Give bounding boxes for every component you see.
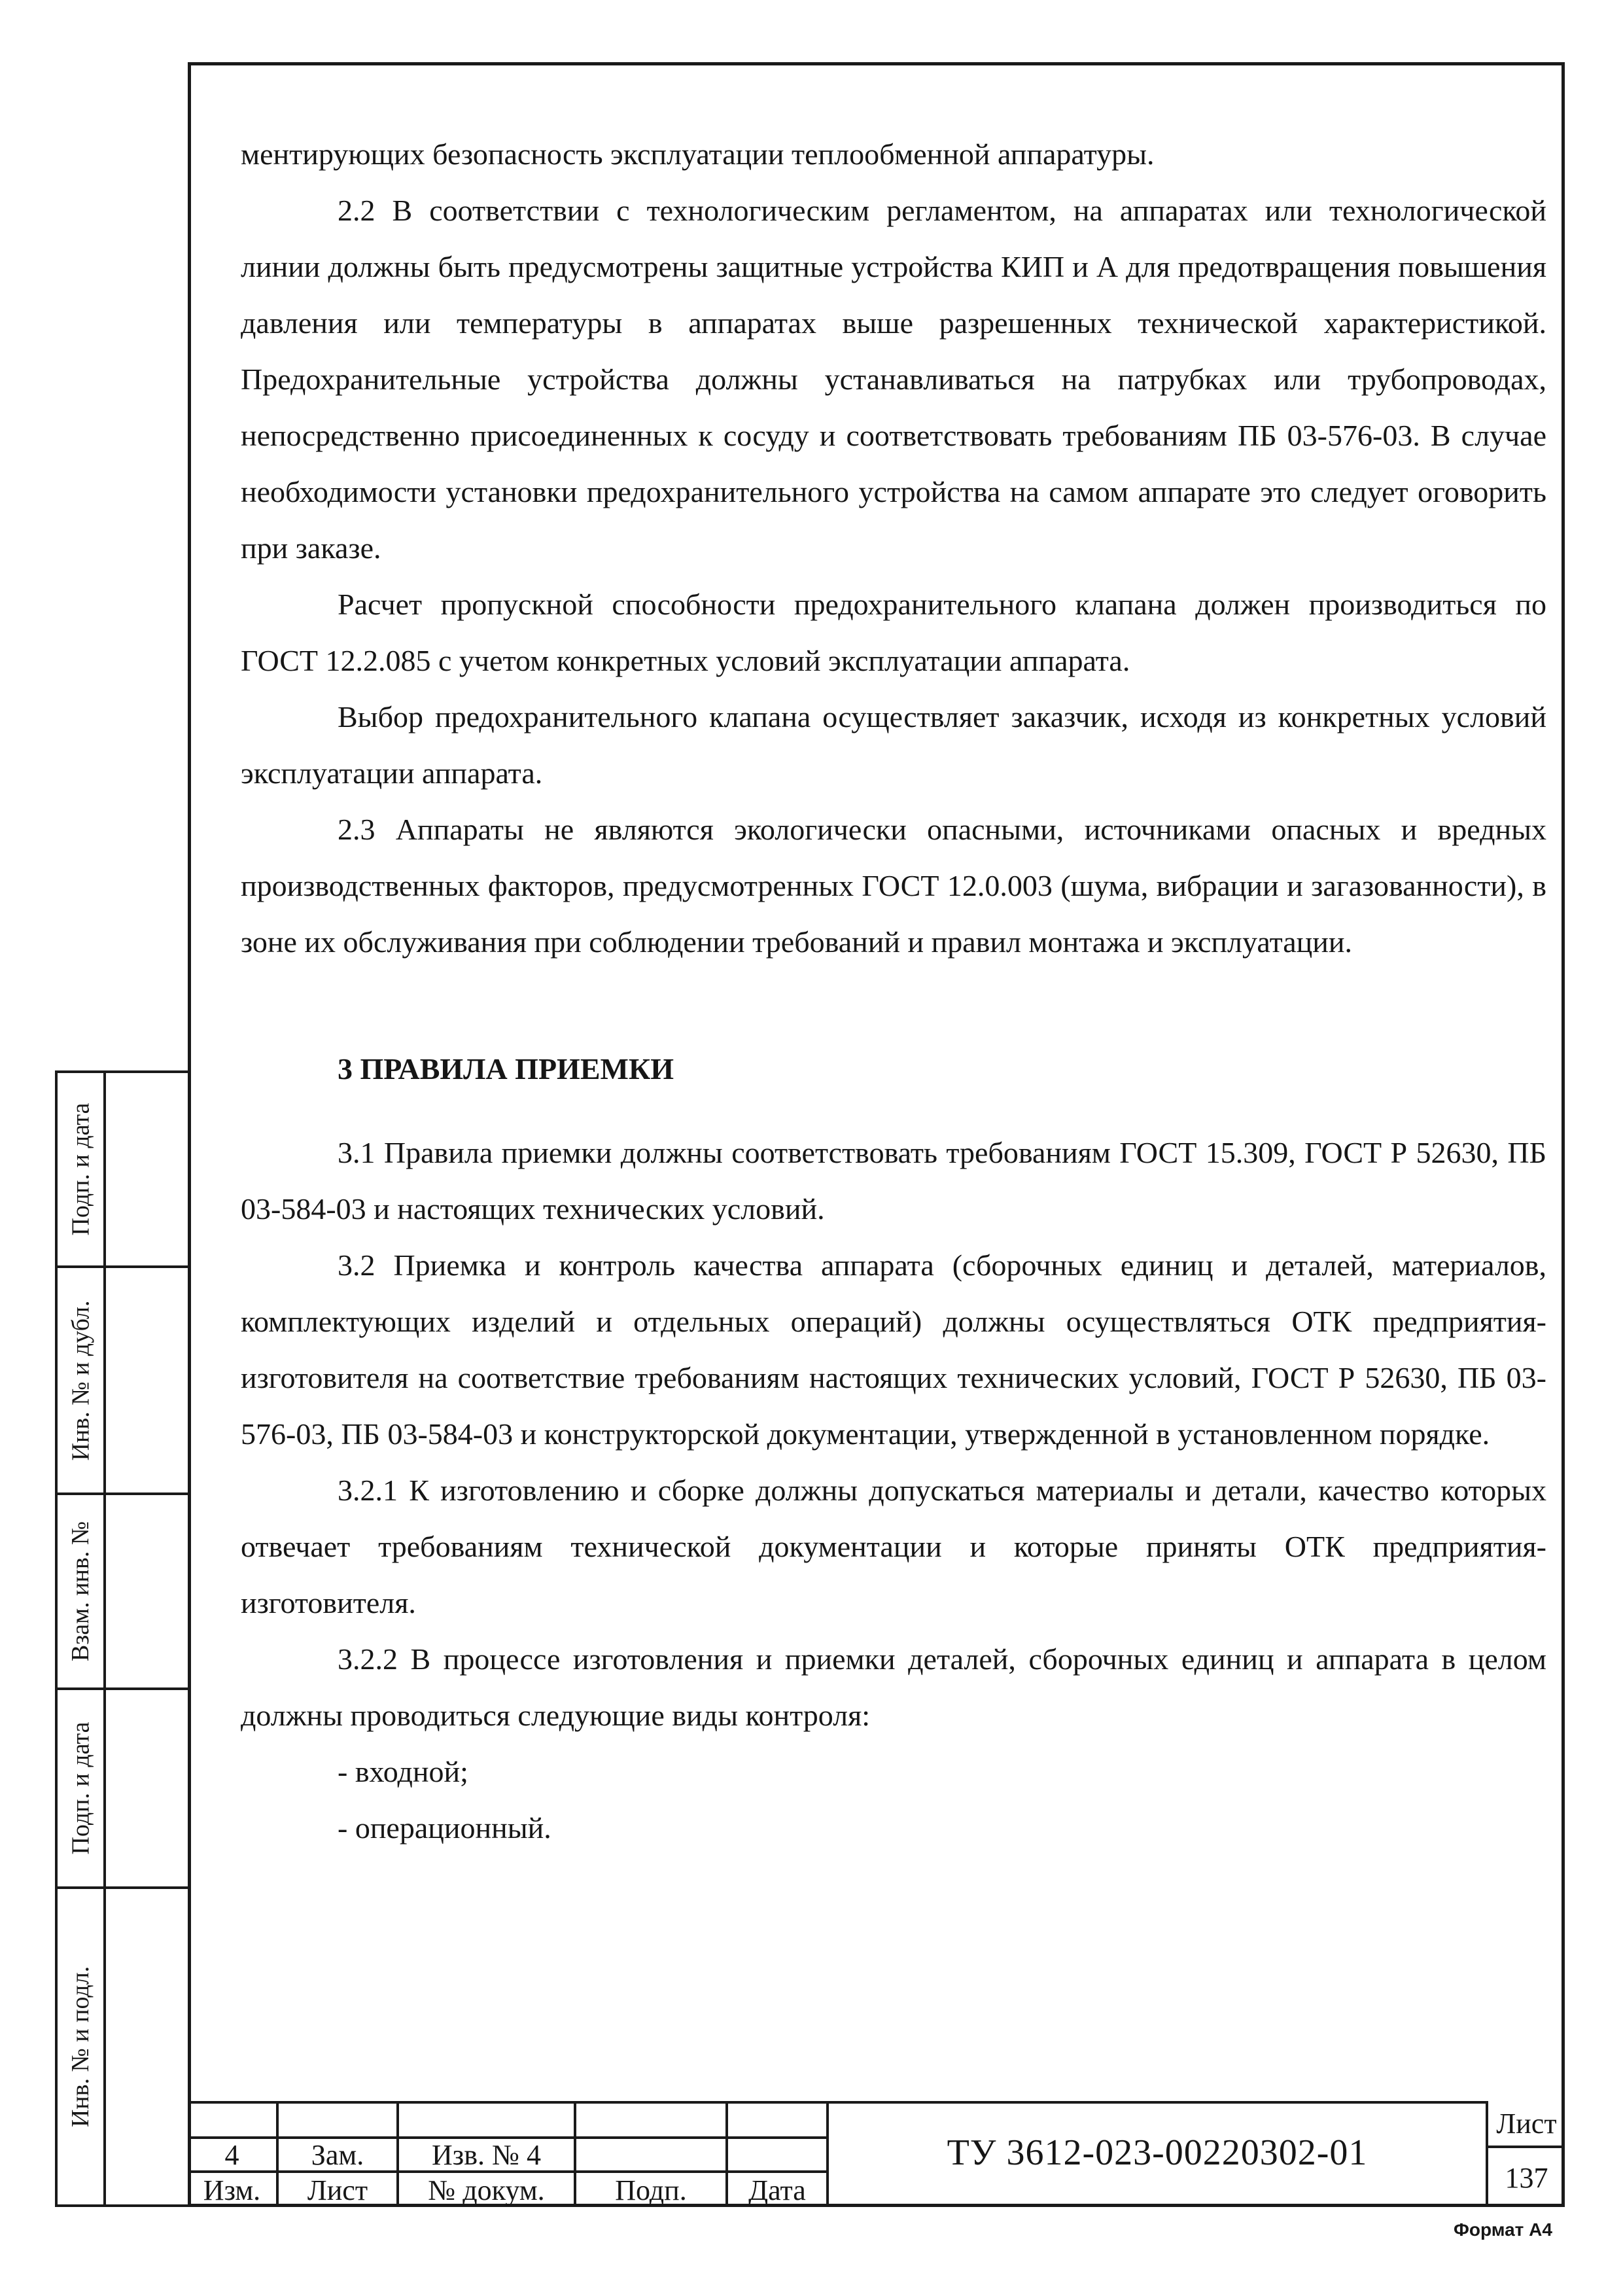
format-note: Формат А4 [1454,2219,1552,2240]
side-cell-dup-inv [55,1265,191,1492]
document-code: ТУ 3612-023-00220302-01 [947,2132,1368,2173]
list-item: - операционный. [338,1811,551,1845]
section-3-text [241,1125,1546,1856]
side-cell-replace-inv [55,1492,191,1687]
side-label: Подп. и дата [67,1722,95,1855]
rev-notice: Изв. № 4 [432,2138,541,2171]
side-label: Подп. и дата [67,1103,95,1236]
side-cell-sign-date-1 [55,1070,191,1265]
header-doc: № докум. [428,2174,545,2206]
side-cell-sign-date-2 [55,1687,191,1886]
rev-number: 4 [224,2138,239,2171]
header-sign: Подп. [615,2174,687,2206]
paragraph: 3.2.2 В процессе изготовления и приемки деталей, сборочных единиц и аппарата в целом должны проводиться следующие виды контроля: [241,1642,1546,1732]
side-label: Инв. № и дубл. [67,1300,94,1460]
sheet-label: Лист [1496,2107,1557,2140]
paragraph: Выбор предохранительного клапана осуществляет заказчик, исходя из конкретных условий эксплуатации аппарата. [241,700,1546,790]
paragraph: 2.3 Аппараты не являются экологически опасными, источниками опасных и вредных производственных факторов, предусмотренных ГОСТ 12.0.003 (шума, вибрации и загазованности), в зоне их обслуживания при соблюдении требований и правил монтажа и эксплуатации. [241,813,1546,959]
rev-change: Зам. [311,2138,364,2171]
title-block [188,2101,1565,2207]
side-label: Взам. инв. № [67,1521,95,1662]
side-stamp-strip [55,1070,191,2207]
side-label: Инв. № и подл. [67,1966,95,2128]
paragraph: 2.2 В соответствии с технологическим регламентом, на аппаратах или технологической линии должны быть предусмотрены защитные устройства КИП и А для предотвращения повышения давления или температуры в аппаратах выше разрешенных технической характеристикой. Предохранительные устройства должны устанавливаться на патрубках или трубопроводах, непосредственно присоединенных к сосуду и соответствовать требованиям ПБ 03-576-03. В случае необходимости установки предохранительного устройства на самом аппарате это следует оговорить при заказе. [241,194,1546,565]
paragraph: ментирующих безопасность эксплуатации теплообменной аппаратуры. [241,137,1155,171]
side-cell-orig-inv [55,1886,191,2207]
header-list: Лист [307,2174,368,2206]
sheet-number: 137 [1505,2161,1548,2194]
header-izm: Изм. [203,2174,261,2206]
document-body [241,126,1546,1856]
paragraph: Расчет пропускной способности предохранительного клапана должен производиться по ГОСТ 12.2.085 с учетом конкретных условий эксплуатации аппарата. [241,588,1546,677]
list-item: - входной; [338,1755,468,1788]
section-2-text [241,126,1546,970]
section-heading: 3 ПРАВИЛА ПРИЕМКИ [338,1052,674,1086]
paragraph: 3.2.1 К изготовлению и сборке должны допускаться материалы и детали, качество которых отвечает требованиям технической документации и которые приняты ОТК предприятия-изготовителя. [241,1474,1546,1619]
header-date: Дата [748,2174,806,2206]
paragraph: 3.1 Правила приемки должны соответствовать требованиям ГОСТ 15.309, ГОСТ Р 52630, ПБ 03-584-03 и настоящих технических условий. [241,1136,1546,1226]
paragraph: 3.2 Приемка и контроль качества аппарата (сборочных единиц и деталей, материалов, комплектующих изделий и отдельных операций) должны осуществляться ОТК предприятия-изготовителя на соответствие требованиям настоящих технических условий, ГОСТ Р 52630, ПБ 03-576-03, ПБ 03-584-03 и конструкторской документации, утвержденной в установленном порядке. [241,1248,1546,1451]
